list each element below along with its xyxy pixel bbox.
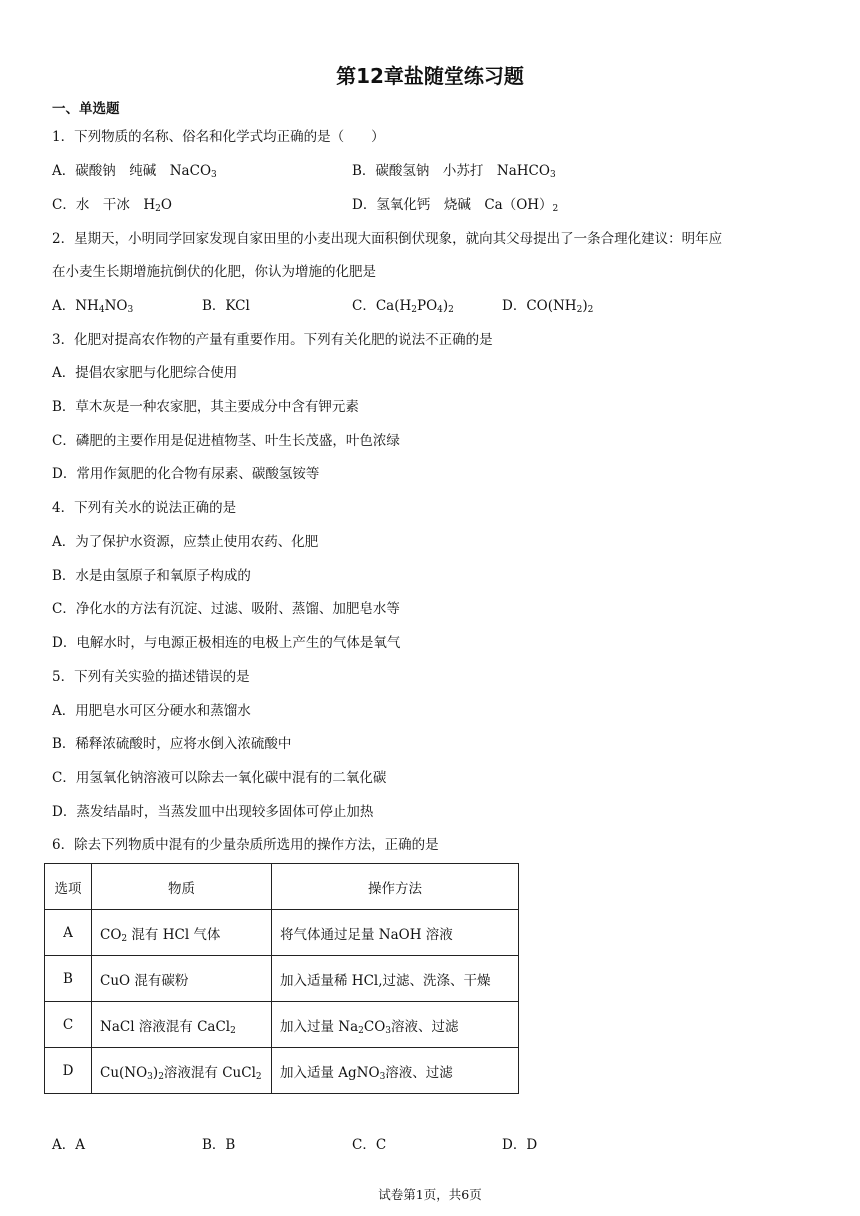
question-4-option-c: C．净化水的方法有沉淀、过滤、吸附、蒸馏、加肥皂水等 [52,601,400,617]
table-row [45,1048,519,1094]
row-option-label: C [45,1002,92,1048]
row-option-label: A [45,910,92,956]
question-2-option-b: B．KCl [202,298,250,314]
row-method: 加入过量 $Na_2CO_3$溶液、过滤 [272,1002,519,1048]
question-2-option-d: D．$CO(NH_2)_2$ [502,298,594,315]
question-6-stem: 6．除去下列物质中混有的少量杂质所选用的操作方法，正确的是 [52,837,439,853]
row-substance: NaCl 溶液混有 CaCl$_2$ [92,1002,272,1048]
row-substance: CuO 混有碳粉 [92,956,272,1002]
page-footer: 试卷第1页，共6页 [378,1187,482,1202]
question-4-option-b: B．水是由氢原子和氧原子构成的 [52,568,251,584]
options-table [44,863,519,1094]
question-6-option-c: C．C [352,1137,387,1153]
row-option-label: B [45,956,92,1002]
question-3-option-d: D．常用作氮肥的化合物有尿素、碳酸氢铵等 [52,466,320,482]
question-6-option-a: A．A [52,1137,85,1153]
row-option-label: D [45,1048,92,1094]
question-1-option-a: A．碳酸钠 纯碱 NaCO$_3$ [52,163,217,180]
question-2-option-a: A．$NH_4NO_3$ [52,298,134,315]
question-3-option-c: C．磷肥的主要作用是促进植物茎、叶生长茂盛，叶色浓绿 [52,433,400,449]
table-row [45,910,519,956]
question-1-stem: 1．下列物质的名称、俗名和化学式均正确的是（ ） [52,129,385,145]
question-1-option-b: B．碳酸氢钠 小苏打 NaHCO$_3$ [352,163,556,180]
question-5-option-c: C．用氢氧化钠溶液可以除去一氧化碳中混有的二氧化碳 [52,770,387,786]
question-2-stem-line2: 在小麦生长期增施抗倒伏的化肥，你认为增施的化肥是 [52,264,376,280]
question-1-option-d: D．氢氧化钙 烧碱 $Ca(OH)_2$ [352,197,559,214]
question-4-option-a: A．为了保护水资源，应禁止使用农药、化肥 [52,534,319,550]
question-2-option-c: C．$Ca(H_2PO_4)_2$ [352,298,454,315]
question-4-option-d: D．电解水时，与电源正极相连的电极上产生的气体是氧气 [52,635,401,651]
header-option: 选项 [45,864,92,910]
question-5-option-b: B．稀释浓硫酸时，应将水倒入浓硫酸中 [52,736,292,752]
question-4-stem: 4．下列有关水的说法正确的是 [52,500,237,516]
question-5-stem: 5．下列有关实验的描述错误的是 [52,669,250,685]
table-row [45,1002,519,1048]
section-heading: 一、单选题 [52,101,120,117]
question-3-option-b: B．草木灰是一种农家肥，其主要成分中含有钾元素 [52,399,359,415]
table-header-row [45,864,519,910]
row-method: 加入适量稀 HCl,过滤、洗涤、干燥 [272,956,519,1002]
question-6-option-d: D．D [502,1137,538,1153]
page-title: 第12章盐随堂练习题 [336,64,524,88]
question-3-option-a: A．提倡农家肥与化肥综合使用 [52,365,238,381]
question-1-option-c: C．水 干冰 $H_2O$ [52,197,172,214]
question-3-stem: 3．化肥对提高农作物的产量有重要作用。下列有关化肥的说法不正确的是 [52,332,493,348]
table-row [45,956,519,1002]
question-5-option-d: D．蒸发结晶时，当蒸发皿中出现较多固体可停止加热 [52,804,374,820]
question-5-option-a: A．用肥皂水可区分硬水和蒸馏水 [52,703,251,719]
row-method: 将气体通过足量 NaOH 溶液 [272,910,519,956]
row-method: 加入适量 AgNO$_3$溶液、过滤 [272,1048,519,1094]
question-2-stem-line1: 2．星期天，小明同学回家发现自家田里的小麦出现大面积倒伏现象，就向其父母提出了一条合理化建议：明年应 [52,231,723,247]
header-substance: 物质 [92,864,272,910]
row-substance: $Cu(NO_3)_2$溶液混有 CuCl$_2$ [92,1048,272,1094]
question-6-option-b: B．B [202,1137,236,1153]
row-substance: $CO_2$ 混有 HCl 气体 [92,910,272,956]
header-method: 操作方法 [272,864,519,910]
